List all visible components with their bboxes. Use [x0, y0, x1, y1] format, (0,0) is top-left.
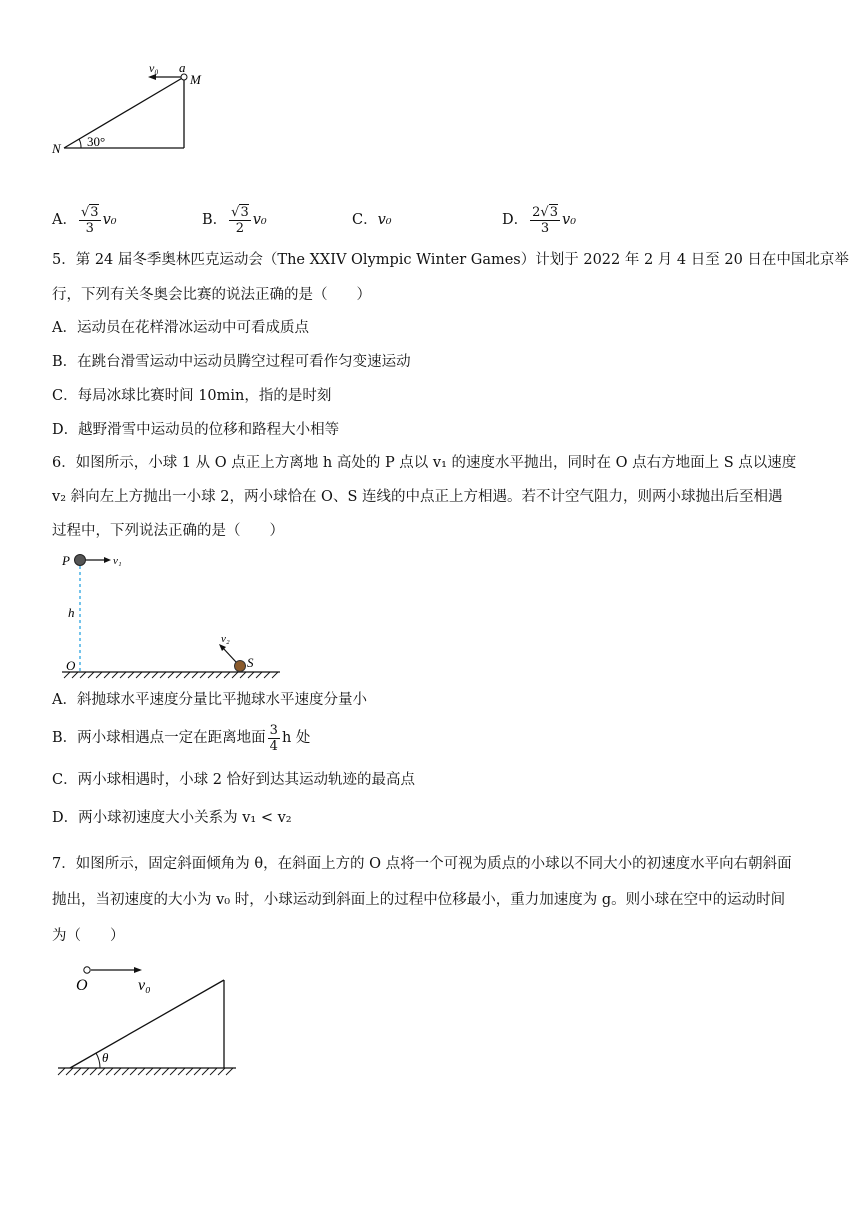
q4-label-v0: v₀: [149, 61, 159, 75]
q4-label-a: a: [179, 60, 186, 75]
q4-option-b: B． $\frac{√3}{2}$ v₀: [202, 204, 267, 236]
q7-angle-arc: [96, 1053, 100, 1068]
q7-label-theta: θ: [102, 1050, 109, 1065]
q4-option-c: C．v₀: [352, 212, 392, 228]
q6-label-p: P: [62, 553, 70, 568]
q4-figure: [48, 58, 218, 158]
q6-label-o: O: [66, 658, 76, 673]
q5-stem-line-2: 行，下列有关冬奥会比赛的说法正确的是（ ）: [52, 287, 371, 303]
q6-ball-2: [235, 661, 246, 672]
q5-option-c: C．每局冰球比赛时间 10min，指的是时刻: [52, 388, 332, 404]
q4-label-n: N: [52, 141, 61, 156]
q7-stem-line-2: 抛出，当初速度的大小为 v₀ 时，小球运动到斜面上的过程中位移最小，重力加速度为 g。则小球在空中的运动时间: [52, 892, 786, 908]
q4-label-m: M: [190, 72, 201, 87]
q7-ball: [84, 967, 90, 973]
q6-figure: [56, 546, 286, 682]
q5-option-a: A．运动员在花样滑冰运动中可看成质点: [52, 320, 309, 336]
q6-stem-line-2: v₂ 斜向左上方抛出一小球 2，两小球恰在 O、S 连线的中点正上方相遇。若不计空气阻力，则两小球抛出后至相遇: [52, 489, 783, 505]
q6-option-c: C．两小球相遇时，小球 2 恰好到达其运动轨迹的最高点: [52, 772, 416, 788]
q4-hypotenuse: [64, 77, 184, 148]
q5-option-d: D．越野滑雪中运动员的位移和路程大小相等: [52, 422, 340, 438]
q6-option-b: B．两小球相遇点一定在距离地面 $\frac{3}{4}$ h 处: [52, 722, 311, 754]
q6-stem-line-3: 过程中，下列说法正确的是（ ）: [52, 523, 284, 539]
q7-ground-hatch: [58, 1068, 233, 1075]
q6-v1-arrowhead: [104, 557, 111, 563]
q6-v2-arrow: [223, 648, 236, 662]
q4-label-angle: 30°: [87, 134, 106, 149]
q5-option-b: B．在跳台滑雪运动中运动员腾空过程可看作匀变速运动: [52, 354, 411, 370]
q5-stem-line-1: 5．第 24 届冬季奥林匹克运动会（The XXIV Olympic Winter Games）计划于 2022 年 2 月 4 日至 20 日在中国北京举: [52, 252, 849, 268]
q7-stem-line-1: 7．如图所示，固定斜面倾角为 θ，在斜面上方的 O 点将一个可视为质点的小球以不同大小的初速度水平向右朝斜面: [52, 856, 792, 872]
q6-label-s: S: [247, 655, 254, 670]
q6-ball-1: [75, 555, 86, 566]
q4-angle-arc: [79, 139, 81, 148]
q7-stem-line-3: 为（ ）: [52, 928, 125, 944]
q6-option-a: A．斜抛球水平速度分量比平抛球水平速度分量小: [52, 692, 367, 708]
q4-option-a: A． $\frac{√3}{3}$ v₀: [52, 204, 117, 236]
q6-label-v2: v₂: [221, 633, 230, 645]
q6-ground-hatch: [64, 672, 278, 678]
q6-option-d: D．两小球初速度大小关系为 v₁ < v₂: [52, 810, 292, 826]
q7-label-o: O: [76, 977, 88, 994]
q7-figure: [52, 958, 242, 1082]
q6-stem-line-1: 6．如图所示，小球 1 从 O 点正上方离地 h 高处的 P 点以 v₁ 的速度水平抛出，同时在 O 点右方地面上 S 点以速度: [52, 455, 797, 471]
q7-v0-arrowhead: [134, 967, 142, 973]
q6-label-v1: v₁: [113, 555, 122, 567]
q6-label-h: h: [68, 605, 75, 620]
q4-option-d: D． $\frac{2√3}{3}$ v₀: [502, 204, 577, 236]
q7-label-v0: v₀: [138, 977, 151, 994]
